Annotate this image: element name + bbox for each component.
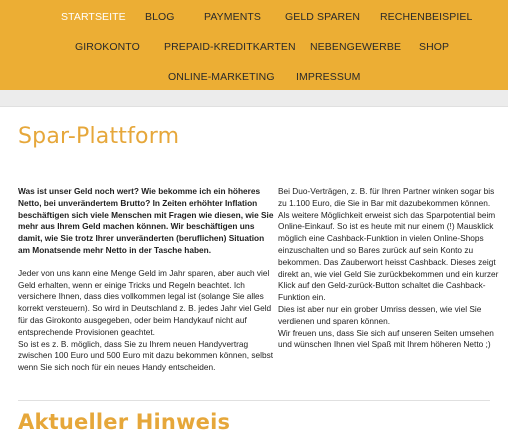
nav-item-online-marketing[interactable]: ONLINE-MARKETING (168, 71, 275, 83)
body-paragraph-2: So ist es z. B. möglich, dass Sie zu Ihrem neuen Handyvertrag zwischen 100 Euro und 500 Euro mit dazu bekommen können, selbst wenn Sie sich noch für ein neues Handy entscheiden. (18, 338, 274, 373)
body-paragraph: Jeder von uns kann eine Menge Geld im Jahr sparen, aber auch viel Geld erhalten, wenn er einige Tricks und Regeln beachtet. Ich versichere Ihnen, dass dies vollkommen legal ist (solange Sie alles korrekt versteuern). So wird in Deutschland z. B. jedes Jahr viel Geld für das Girokonto ausgegeben, oder beim Handykauf nicht auf entsprechende Provisionen geachtet. (18, 267, 272, 337)
nav-item-girokonto[interactable]: GIROKONTO (75, 41, 140, 53)
duo-paragraph: Bei Duo-Verträgen, z. B. für Ihren Partner winken sogar bis zu 1.100 Euro, die Sie in Bar mit dazubekommen können. (278, 186, 495, 208)
section-title-aktueller-hinweis: Aktueller Hinweis (18, 410, 231, 434)
nav-item-payments[interactable]: PAYMENTS (204, 11, 262, 23)
nav-item-blog[interactable]: BLOG (145, 11, 175, 23)
section-divider (18, 400, 490, 401)
right-column (278, 186, 500, 351)
nav-item-shop[interactable]: SHOP (419, 41, 450, 53)
left-column (18, 186, 274, 374)
nav-item-geld-sparen[interactable]: GELD SPAREN (285, 11, 361, 23)
closing-paragraph: Wir freuen uns, dass Sie sich auf unseren Seiten umsehen und wünschen Ihnen viel Spaß mit Ihrem höheren Netto ;) (278, 327, 494, 350)
intro-paragraph: Was ist unser Geld noch wert? Wie bekomme ich ein höheres Netto, bei unverändertem Brutto? In Zeiten erhöhter Inflation beschäftigen sich viele Menschen mit Fragen wie diesen, wie Sie mehr aus Ihrem Geld machen können. Wir beschäftigen uns damit, wie Sie trotz Ihrer unveränderten (beruflichen) Situation am Monatsende mehr Netto in der Tasche haben. (18, 186, 274, 255)
cashback-paragraph: Als weitere Möglichkeit erweist sich das Sparpotential beim Online-Einkauf. So ist es heute mit nur einem (!) Mausklick möglich eine Cashback-Funktion in vielen Online-Shops einzuschalten und so Bares zurück auf sein Konto zu bekommen. Das Zauberwort heisst Cashback. Dieses zeigt direkt an, wie viel Geld Sie zurückbekommen und ein kurzer Klick auf den Geld-zurück-Button schaltet die Cashback-Funktion ein. (278, 209, 499, 303)
nav-item-nebengewerbe[interactable]: NEBENGEWERBE (310, 41, 402, 53)
nav-item-prepaid-kreditkarten[interactable]: PREPAID-KREDITKARTEN (164, 41, 296, 53)
nav-item-startseite[interactable]: STARTSEITE (61, 11, 126, 23)
nav-item-impressum[interactable]: IMPRESSUM (296, 71, 361, 83)
nav-item-rechenbeispiel[interactable]: RECHENBEISPIEL (380, 11, 473, 23)
summary-paragraph: Dies ist aber nur ein grober Umriss dessen, wie viel Sie verdienen und sparen können. (278, 303, 482, 326)
main-navigation (0, 0, 508, 90)
header-strip (0, 90, 508, 107)
page-title: Spar-Plattform (18, 124, 180, 149)
